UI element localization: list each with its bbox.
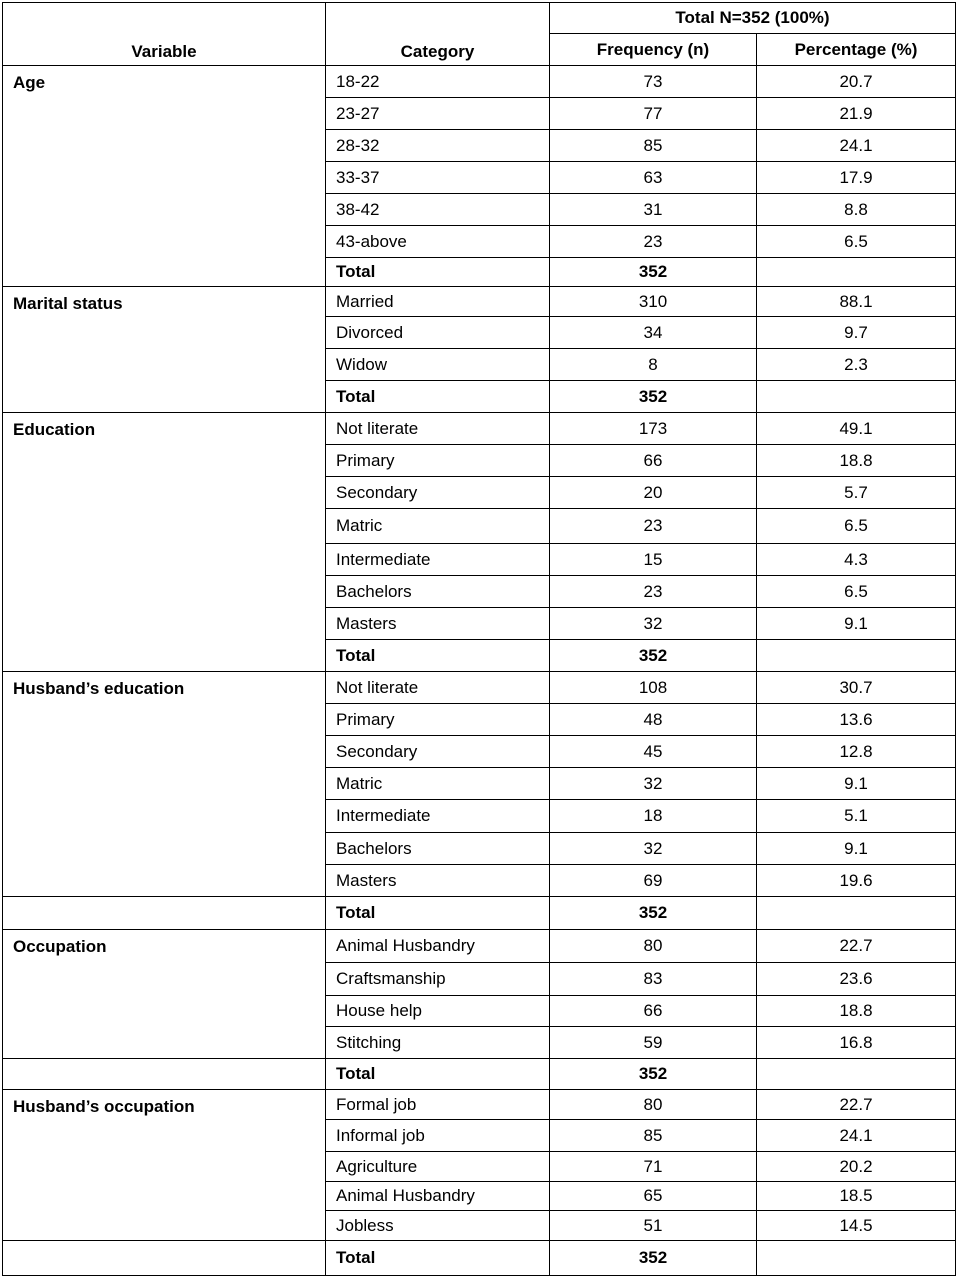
category-cell: Informal job [326,1120,550,1152]
frequency-cell: 15 [550,544,757,576]
frequency-cell: 45 [550,736,757,768]
frequency-cell: 173 [550,413,757,445]
percentage-cell: 6.5 [757,509,956,544]
category-cell: 28-32 [326,130,550,162]
category-cell: House help [326,996,550,1027]
total-row [3,1241,956,1276]
table-row [3,930,956,963]
category-cell: 38-42 [326,194,550,226]
frequency-cell: 20 [550,477,757,509]
percentage-cell: 17.9 [757,162,956,194]
percentage-cell: 6.5 [757,576,956,608]
percentage-cell: 18.5 [757,1182,956,1211]
table-row [3,66,956,98]
category-cell: Stitching [326,1027,550,1059]
frequency-cell: 23 [550,576,757,608]
frequency-cell: 23 [550,509,757,544]
variable-cell: Education [3,413,326,672]
category-cell: Agriculture [326,1152,550,1182]
category-cell: Secondary [326,736,550,768]
header-total: Total N=352 (100%) [550,3,956,34]
total-percentage-empty [757,897,956,930]
frequency-cell: 32 [550,833,757,865]
category-cell: 43-above [326,226,550,258]
frequency-cell: 51 [550,1211,757,1241]
total-label: Total [326,897,550,930]
total-frequency: 352 [550,640,757,672]
category-cell: 18-22 [326,66,550,98]
category-cell: Primary [326,704,550,736]
percentage-cell: 22.7 [757,1090,956,1120]
frequency-cell: 73 [550,66,757,98]
percentage-cell: 18.8 [757,445,956,477]
empty-variable-cell [3,1241,326,1276]
percentage-cell: 9.1 [757,768,956,800]
category-cell: Masters [326,865,550,897]
total-frequency: 352 [550,1059,757,1090]
category-cell: Intermediate [326,544,550,576]
variable-cell: Marital status [3,287,326,413]
percentage-cell: 12.8 [757,736,956,768]
empty-variable-cell [3,897,326,930]
total-label: Total [326,1241,550,1276]
table-body [3,66,956,1276]
category-cell: Widow [326,349,550,381]
frequency-cell: 23 [550,226,757,258]
demographics-table [2,2,956,1276]
total-frequency: 352 [550,1241,757,1276]
total-frequency: 352 [550,897,757,930]
table-row [3,413,956,445]
percentage-cell: 22.7 [757,930,956,963]
table-header [3,3,956,66]
percentage-cell: 2.3 [757,349,956,381]
frequency-cell: 63 [550,162,757,194]
category-cell: 23-27 [326,98,550,130]
table-row [3,1090,956,1120]
frequency-cell: 71 [550,1152,757,1182]
frequency-cell: 59 [550,1027,757,1059]
percentage-cell: 21.9 [757,98,956,130]
frequency-cell: 66 [550,445,757,477]
frequency-cell: 69 [550,865,757,897]
frequency-cell: 85 [550,130,757,162]
percentage-cell: 49.1 [757,413,956,445]
frequency-cell: 32 [550,608,757,640]
header-category: Category [326,3,550,66]
percentage-cell: 9.1 [757,608,956,640]
category-cell: Married [326,287,550,317]
percentage-cell: 20.2 [757,1152,956,1182]
frequency-cell: 32 [550,768,757,800]
category-cell: Jobless [326,1211,550,1241]
total-frequency: 352 [550,381,757,413]
frequency-cell: 80 [550,930,757,963]
header-variable: Variable [3,3,326,66]
category-cell: Bachelors [326,576,550,608]
percentage-cell: 5.7 [757,477,956,509]
total-row [3,897,956,930]
total-percentage-empty [757,1059,956,1090]
percentage-cell: 4.3 [757,544,956,576]
frequency-cell: 66 [550,996,757,1027]
frequency-cell: 18 [550,800,757,833]
frequency-cell: 48 [550,704,757,736]
total-label: Total [326,258,550,287]
category-cell: Formal job [326,1090,550,1120]
percentage-cell: 30.7 [757,672,956,704]
frequency-cell: 77 [550,98,757,130]
frequency-cell: 108 [550,672,757,704]
frequency-cell: 85 [550,1120,757,1152]
percentage-cell: 19.6 [757,865,956,897]
percentage-cell: 9.1 [757,833,956,865]
percentage-cell: 24.1 [757,1120,956,1152]
percentage-cell: 13.6 [757,704,956,736]
category-cell: Secondary [326,477,550,509]
total-percentage-empty [757,381,956,413]
category-cell: Animal Husbandry [326,930,550,963]
total-row [3,1059,956,1090]
table-row [3,287,956,317]
variable-cell: Occupation [3,930,326,1059]
category-cell: Not literate [326,413,550,445]
category-cell: 33-37 [326,162,550,194]
frequency-cell: 31 [550,194,757,226]
header-percentage: Percentage (%) [757,34,956,66]
category-cell: Primary [326,445,550,477]
variable-cell: Husband’s occupation [3,1090,326,1241]
category-cell: Divorced [326,317,550,349]
percentage-cell: 5.1 [757,800,956,833]
category-cell: Masters [326,608,550,640]
category-cell: Intermediate [326,800,550,833]
percentage-cell: 24.1 [757,130,956,162]
frequency-cell: 310 [550,287,757,317]
total-percentage-empty [757,258,956,287]
total-label: Total [326,640,550,672]
frequency-cell: 80 [550,1090,757,1120]
frequency-cell: 65 [550,1182,757,1211]
variable-cell: Age [3,66,326,287]
empty-variable-cell [3,1059,326,1090]
percentage-cell: 9.7 [757,317,956,349]
variable-cell: Husband’s education [3,672,326,897]
frequency-cell: 8 [550,349,757,381]
total-percentage-empty [757,640,956,672]
total-frequency: 352 [550,258,757,287]
frequency-cell: 34 [550,317,757,349]
percentage-cell: 23.6 [757,963,956,996]
category-cell: Matric [326,509,550,544]
category-cell: Matric [326,768,550,800]
percentage-cell: 14.5 [757,1211,956,1241]
table-row [3,672,956,704]
total-label: Total [326,381,550,413]
total-percentage-empty [757,1241,956,1276]
category-cell: Bachelors [326,833,550,865]
percentage-cell: 20.7 [757,66,956,98]
percentage-cell: 88.1 [757,287,956,317]
total-label: Total [326,1059,550,1090]
percentage-cell: 16.8 [757,1027,956,1059]
category-cell: Not literate [326,672,550,704]
percentage-cell: 18.8 [757,996,956,1027]
header-frequency: Frequency (n) [550,34,757,66]
percentage-cell: 8.8 [757,194,956,226]
category-cell: Animal Husbandry [326,1182,550,1211]
frequency-cell: 83 [550,963,757,996]
percentage-cell: 6.5 [757,226,956,258]
category-cell: Craftsmanship [326,963,550,996]
